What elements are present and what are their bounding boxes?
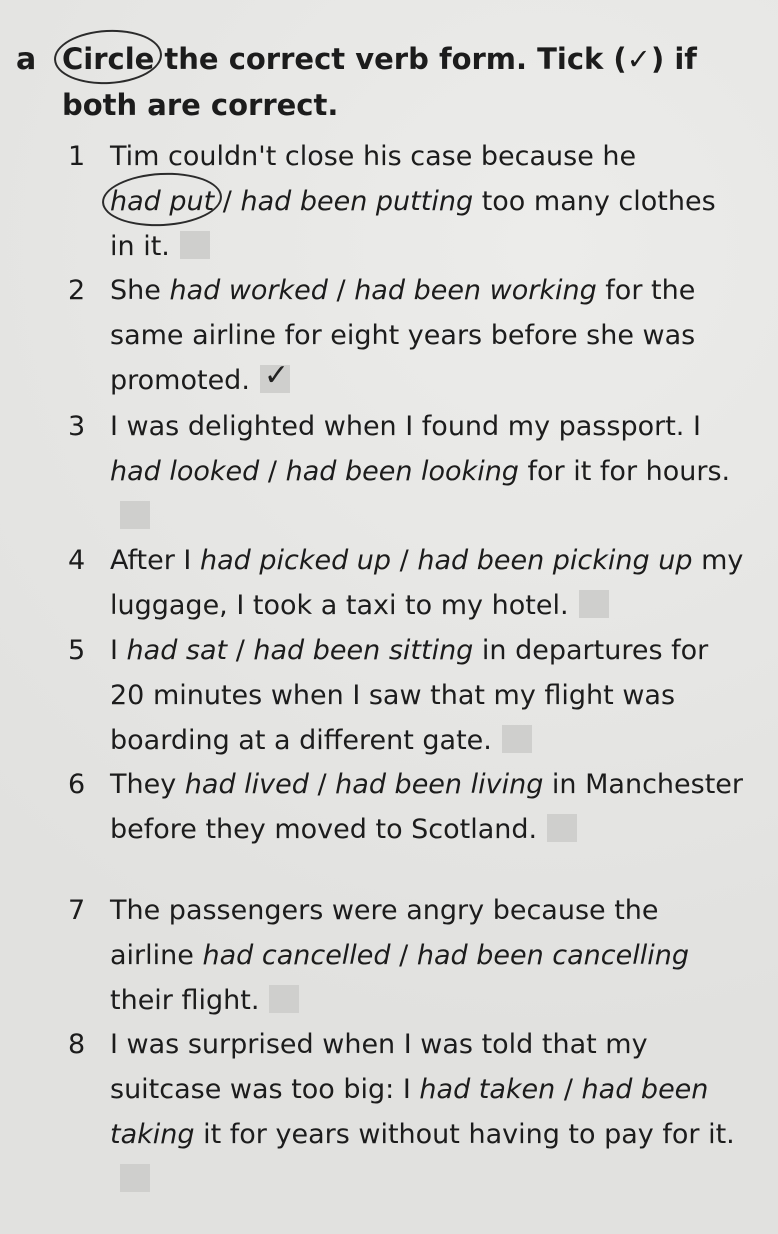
exercise-item-1 (68, 134, 748, 269)
exercise-letter: a (16, 42, 37, 77)
tick-box[interactable] (579, 590, 609, 618)
item-number: 7 (68, 895, 86, 926)
item-number: 6 (68, 769, 86, 800)
option-b[interactable]: had been putting (240, 186, 474, 217)
item-text: Tim couldn't close his case because he had put / had been putting too many clothes in it. (110, 141, 716, 262)
option-b[interactable]: had been looking (285, 456, 519, 487)
tick-box[interactable] (502, 725, 532, 753)
tick-box[interactable] (260, 358, 290, 393)
item-text: They had lived / had been living in Manchester before they moved to Scotland. (110, 769, 744, 845)
check-icon: ✓ (263, 358, 290, 393)
option-a[interactable]: had sat (126, 635, 228, 666)
option-a[interactable]: had worked (169, 275, 328, 306)
exercise-item-6 (68, 762, 748, 852)
exercise-item-8 (68, 1022, 748, 1202)
exercise-item-5 (68, 628, 748, 763)
option-a[interactable]: had taken (419, 1074, 556, 1105)
item-number: 3 (68, 411, 86, 442)
tick-box[interactable] (269, 985, 299, 1013)
item-number: 4 (68, 545, 86, 576)
option-b[interactable]: had been picking up (417, 545, 693, 576)
exercise-item-3 (68, 404, 748, 539)
tick-box[interactable] (180, 231, 210, 259)
circled-word: Circle (62, 36, 154, 82)
item-number: 1 (68, 141, 86, 172)
option-b[interactable]: had been cancelling (416, 940, 689, 971)
option-b[interactable]: had been living (335, 769, 544, 800)
item-text: I had sat / had been sitting in departures for 20 minutes when I saw that my flight was boarding at a different gate. (110, 635, 709, 756)
option-a-circled[interactable]: had put (110, 179, 214, 224)
item-text: She had worked / had been working for the same airline for eight years before she was promoted. ✓ (110, 275, 696, 396)
tick-box[interactable] (120, 1164, 150, 1192)
item-number: 2 (68, 275, 86, 306)
item-text: After I had picked up / had been picking up my luggage, I took a taxi to my hotel. (110, 545, 744, 621)
item-number: 8 (68, 1029, 86, 1060)
item-text: The passengers were angry because the airline had cancelled / had been cancelling their flight. (110, 895, 689, 1016)
exercise-item-4 (68, 538, 748, 628)
tick-box[interactable] (120, 501, 150, 529)
instruction-text: the correct verb form. Tick (✓) if both are correct. (62, 42, 697, 122)
item-text: I was delighted when I found my passport. I had looked / had been looking for it for hours. (110, 404, 748, 539)
option-b[interactable]: had been sitting (253, 635, 474, 666)
tick-box[interactable] (547, 814, 577, 842)
exercise-instruction (62, 36, 752, 128)
option-a[interactable]: had looked (110, 456, 260, 487)
exercise-item-2 (68, 268, 748, 403)
option-a[interactable]: had picked up (199, 545, 392, 576)
item-text: I was surprised when I was told that my suitcase was too big: I had taken / had been taking it for years without having to pay for it. (110, 1022, 748, 1202)
option-a[interactable]: had cancelled (202, 940, 391, 971)
item-number: 5 (68, 635, 86, 666)
option-b[interactable]: had been working (354, 275, 597, 306)
option-b[interactable]: had been taking (110, 1074, 709, 1150)
option-a[interactable]: had lived (184, 769, 309, 800)
exercise-item-7 (68, 888, 748, 1023)
